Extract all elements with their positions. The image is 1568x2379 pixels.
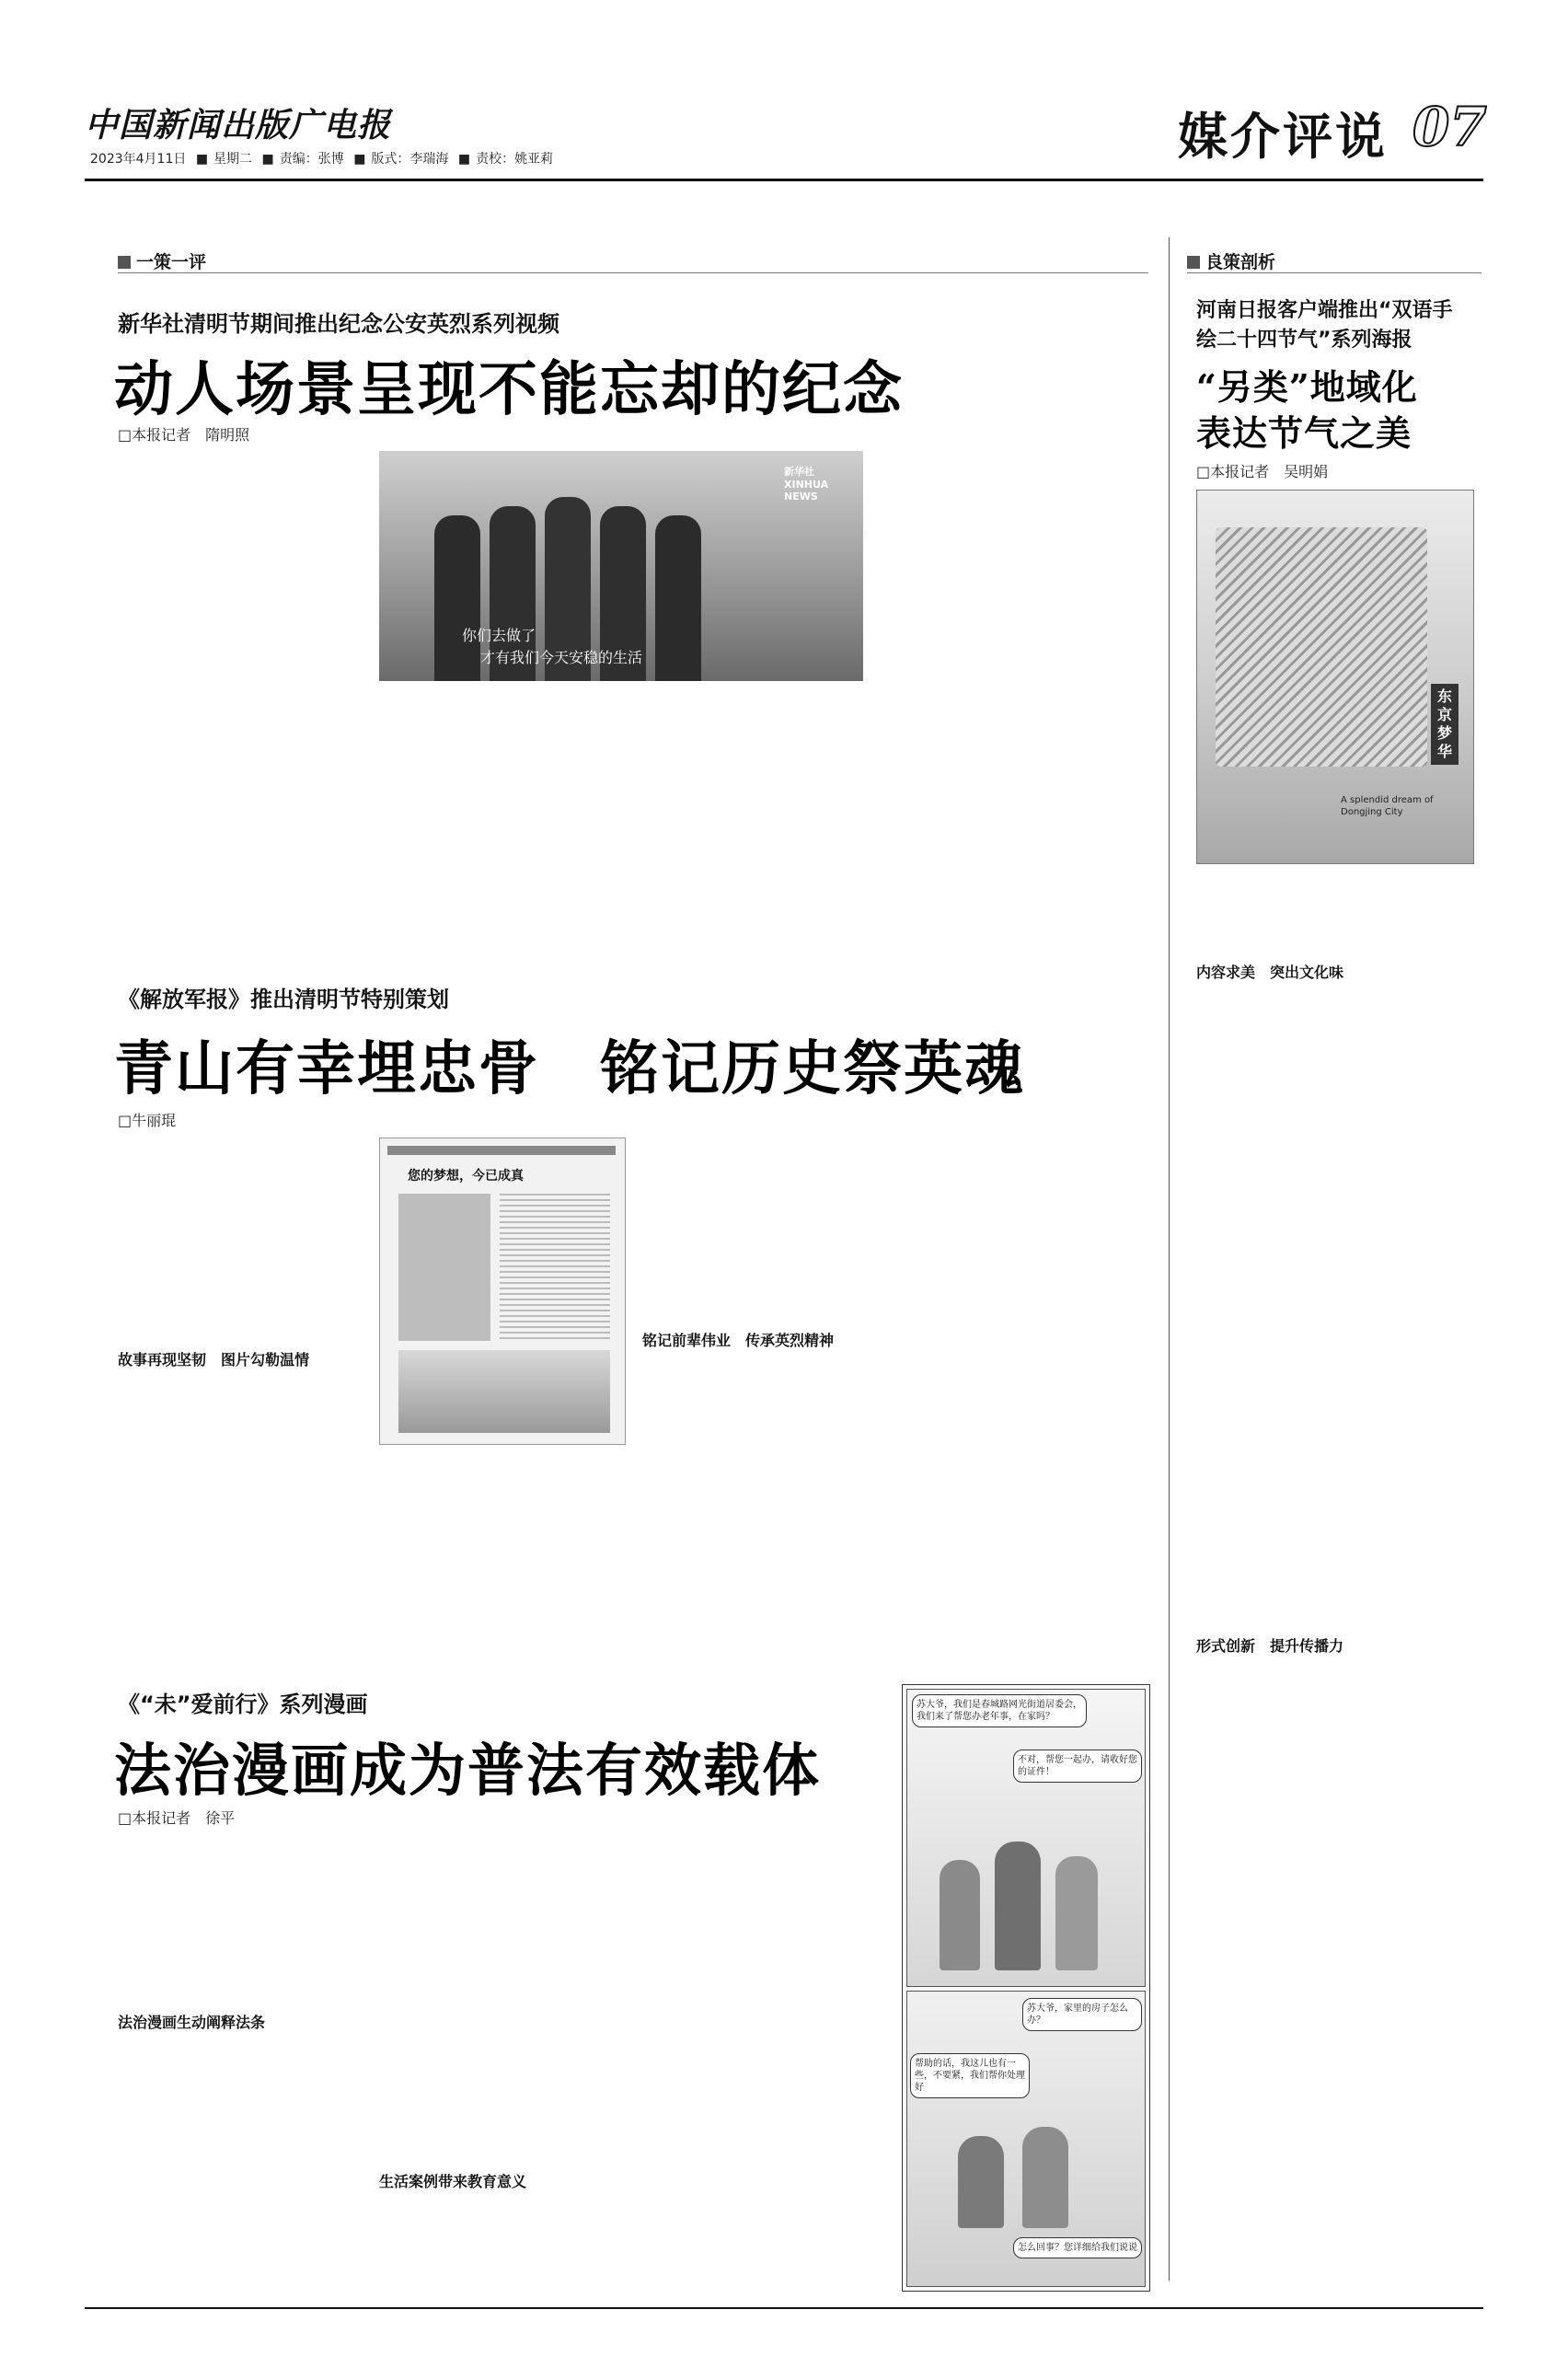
article3-column-1b	[118, 2038, 359, 2131]
article2-subhead-1: 故事再现坚韧 图片勾勒温情	[118, 1351, 310, 1369]
sidebar-subhead-2: 形式创新 提升传播力	[1196, 1637, 1344, 1655]
section-square-icon	[1187, 256, 1200, 269]
footer-rule	[85, 2307, 1483, 2309]
article3-byline: □本报记者 徐平	[118, 1809, 236, 1827]
article3-subhead-1: 法治漫画生动阐释法条	[118, 2014, 266, 2031]
photo-caption-line2: 才有我们今天安稳的生活	[480, 649, 643, 666]
sidebar-body-1	[1196, 990, 1482, 1625]
poster-building-illustration	[1216, 527, 1427, 767]
photo-caption-line1: 你们去做了	[462, 627, 536, 644]
article2-column-1c	[118, 1491, 359, 1638]
page-number: 07	[1412, 96, 1487, 158]
sidebar-kicker: 河南日报客户端推出“双语手绘二十四节气”系列海报	[1196, 299, 1453, 352]
article2-subhead-2: 铭记前辈伟业 传承英烈精神	[642, 1332, 835, 1349]
comic-figures-1	[940, 1823, 1105, 1970]
article3-column-1c	[118, 2133, 359, 2290]
article1-byline: □本报记者 隋明照	[118, 426, 250, 444]
article3-column-2b	[379, 2198, 620, 2290]
sidebar-subhead-1: 内容求美 突出文化味	[1196, 964, 1344, 981]
masthead	[0, 0, 1568, 184]
comic-strip	[902, 1684, 1150, 2292]
proof-credit: 责校：姚亚莉	[476, 152, 554, 167]
masthead-rule	[85, 179, 1483, 181]
article3-headline: 法治漫画成为普法有效载体	[114, 1737, 822, 1804]
article2-column-2	[379, 1450, 624, 1644]
poster-caption-en: A splendid dream of Dongjing City	[1341, 795, 1434, 817]
article3-subhead-2: 生活案例带来教育意义	[379, 2173, 527, 2190]
article1-column-2	[379, 696, 609, 949]
thumbnail-title: 您的梦想，今已成真	[408, 1169, 524, 1184]
article1-column-1	[118, 451, 359, 948]
article2-column-4	[900, 1138, 1148, 1644]
article3-column-1a	[118, 1837, 359, 2003]
issue-weekday: 星期二	[213, 152, 253, 167]
layout-credit: 版式：李瑞海	[371, 152, 449, 167]
comic-figures-2	[958, 2118, 1105, 2228]
comic-speech-bubble-3: 苏大爷，家里的房子怎么办？	[1022, 1998, 1142, 2031]
section-square-icon	[118, 256, 131, 269]
article1-section-tag: 一策一评	[118, 248, 206, 273]
article2-kicker: 《解放军报》推出清明节特别策划	[118, 987, 449, 1012]
newspaper-logo: 中国新闻出版广电报	[85, 106, 392, 144]
section-title: 媒介评说	[1178, 108, 1388, 166]
sidebar-intro	[1196, 871, 1482, 953]
article1-column-3	[626, 696, 863, 949]
article1-headline: 动人场景呈现不能忘却的纪念	[114, 355, 904, 424]
article3-column-3	[639, 1795, 880, 2290]
article2-byline: □牛丽琨	[118, 1112, 177, 1129]
sidebar-divider	[1169, 237, 1170, 2281]
article3-kicker: 《“未”爱前行》系列漫画	[118, 1692, 368, 1717]
article1-video-still	[379, 451, 863, 681]
poster-title: 东京梦华	[1431, 684, 1458, 765]
comic-speech-bubble-2: 不对，帮您一起办，请收好您的证件！	[1013, 1750, 1142, 1783]
article1-kicker: 新华社清明节期间推出纪念公安英烈系列视频	[118, 311, 559, 337]
comic-speech-bubble-4: 帮助的话，我这儿也有一些，不要紧，我们帮你处理好	[910, 2053, 1030, 2098]
sidebar-tag-rule	[1187, 272, 1482, 273]
article1-column-4	[882, 451, 1148, 948]
editor-credit: 责编：张博	[279, 152, 344, 167]
comic-speech-bubble-1: 苏大爷，我们是春城路网光街道居委会，我们来了帮您办老年事，在家吗？	[912, 1694, 1087, 1727]
newspaper-page-thumbnail	[379, 1138, 626, 1445]
article3-column-2a	[379, 1795, 620, 2158]
issue-date: 2023年4月11日	[90, 152, 187, 167]
sidebar-section-tag: 良策剖析	[1187, 248, 1275, 273]
sidebar-poster	[1196, 490, 1474, 864]
sidebar-headline-line-1: “另类”地域化	[1196, 366, 1418, 408]
article2-column-3b	[642, 1358, 880, 1644]
article2-column-1b	[118, 1376, 359, 1486]
comic-speech-bubble-5: 怎么回事？您详细给我们说说	[1013, 2237, 1142, 2258]
sidebar-headline-line-2: 表达节气之美	[1196, 412, 1412, 454]
aircraft-photo	[398, 1350, 610, 1433]
article2-column-1a	[118, 1138, 359, 1340]
masthead-info-row: 2023年4月11日 ■ 星期二 ■ 责编：张博 ■ 版式：李瑞海 ■ 责校：姚亚莉	[90, 152, 554, 167]
article2-column-3a	[642, 1138, 880, 1326]
sidebar-byline: □本报记者 吴明娟	[1196, 463, 1329, 480]
article1-tag-rule	[118, 272, 1148, 273]
sidebar-body-2	[1196, 1666, 1482, 2292]
xinhua-logo: 新华社 XINHUA NEWS	[784, 466, 829, 502]
article2-headline: 青山有幸埋忠骨 铭记历史祭英魂	[114, 1034, 1025, 1103]
